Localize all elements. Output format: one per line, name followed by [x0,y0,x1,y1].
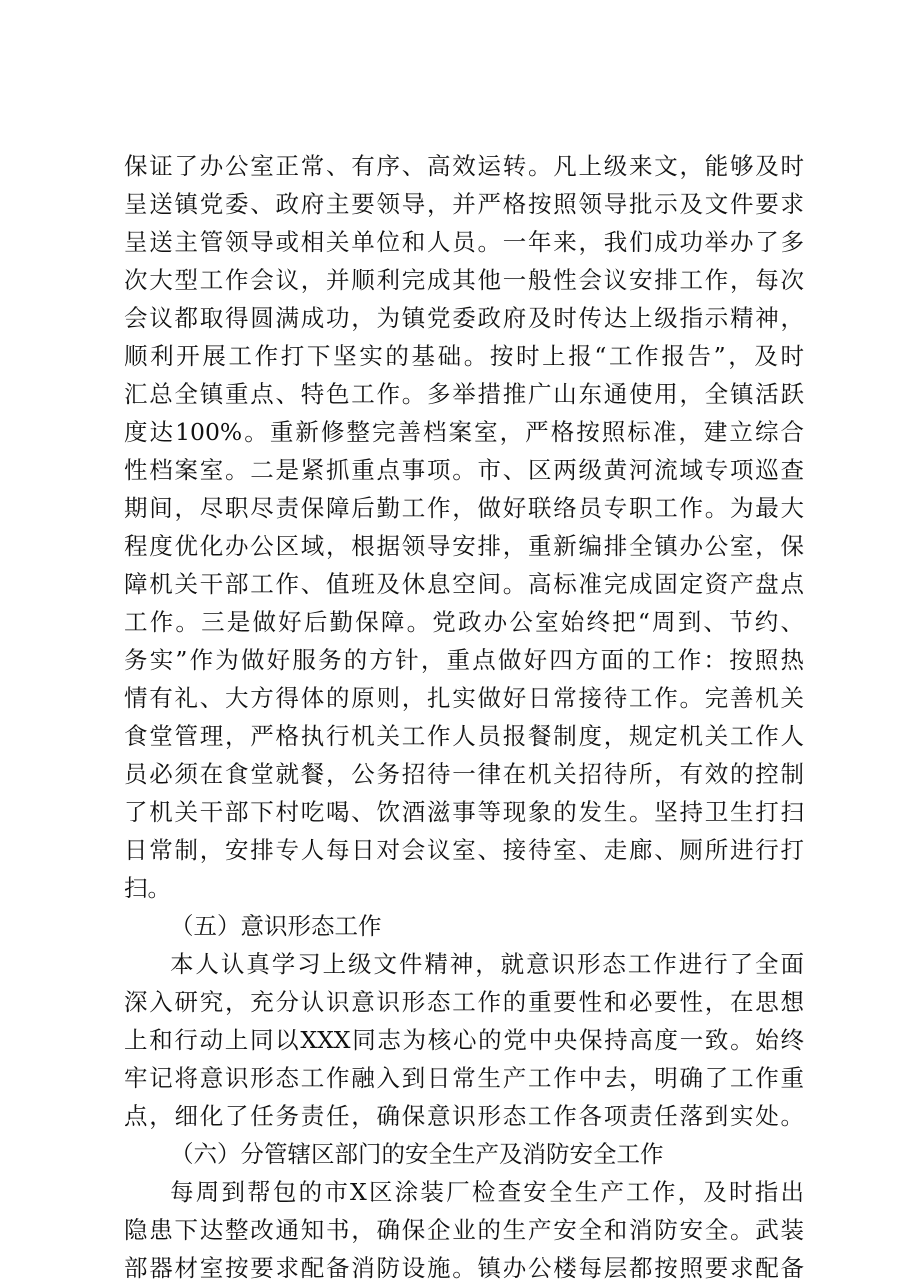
body-text-line: 扫。 [124,874,171,902]
body-text-line: 保证了办公室正常、有序、高效运转。凡上级来文，能够及时 [124,152,804,180]
body-text-line: 上和行动上同以XXX同志为核心的党中央保持高度一致。始终 [124,1026,804,1054]
body-text-line: 次大型工作会议，并顺利完成其他一般性会议安排工作，每次 [124,266,804,294]
body-text-line: 呈送镇党委、政府主要领导，并严格按照领导批示及文件要求 [124,190,804,218]
section-heading: （六）分管辖区部门的安全生产及消防安全工作 [170,1140,664,1168]
body-text-line: 务实”作为做好服务的方针，重点做好四方面的工作：按照热 [124,646,804,674]
body-text-line: 食堂管理，严格执行机关工作人员报餐制度，规定机关工作人 [124,722,804,750]
body-text-line: 深入研究，充分认识意识形态工作的重要性和必要性，在思想 [124,988,804,1016]
body-text-line: 员必须在食堂就餐，公务招待一律在机关招待所，有效的控制 [124,760,804,788]
body-text-line: 隐患下达整改通知书，确保企业的生产安全和消防安全。武装 [124,1216,804,1244]
body-text-line: 牢记将意识形态工作融入到日常生产工作中去，明确了工作重 [124,1064,804,1092]
body-text-line: 程度优化办公区域，根据领导安排，重新编排全镇办公室，保 [124,532,804,560]
body-text-line: 工作。三是做好后勤保障。党政办公室始终把“周到、节约、 [124,608,804,636]
body-text-line: 日常制，安排专人每日对会议室、接待室、走廊、厕所进行打 [124,836,804,864]
body-text-line: 汇总全镇重点、特色工作。多举措推广山东通使用，全镇活跃 [124,380,804,408]
body-text-line: 障机关干部工作、值班及休息空间。高标准完成固定资产盘点 [124,570,804,598]
body-text-line: 期间，尽职尽责保障后勤工作，做好联络员专职工作。为最大 [124,494,804,522]
body-text-line: 了机关干部下村吃喝、饮酒滋事等现象的发生。坚持卫生打扫 [124,798,804,826]
body-text-line: 呈送主管领导或相关单位和人员。一年来，我们成功举办了多 [124,228,804,256]
section-heading: （五）意识形态工作 [170,912,382,940]
body-text-line: 情有礼、大方得体的原则，扎实做好日常接待工作。完善机关 [124,684,804,712]
paragraph-first-line: 本人认真学习上级文件精神，就意识形态工作进行了全面 [170,950,804,978]
paragraph-first-line: 每周到帮包的市X区涂装厂检查安全生产工作，及时指出 [170,1178,804,1206]
body-text-line: 度达100%。重新修整完善档案室，严格按照标准，建立综合 [124,418,804,446]
body-text-line: 会议都取得圆满成功，为镇党委政府及时传达上级指示精神， [124,304,804,332]
body-text-line: 部器材室按要求配备消防设施。镇办公楼每层都按照要求配备 [124,1254,804,1282]
body-text-line: 顺利开展工作打下坚实的基础。按时上报“工作报告”，及时 [124,342,804,370]
body-text-line: 点，细化了任务责任，确保意识形态工作各项责任落到实处。 [124,1102,804,1130]
body-text-line: 性档案室。二是紧抓重点事项。市、区两级黄河流域专项巡查 [124,456,804,484]
